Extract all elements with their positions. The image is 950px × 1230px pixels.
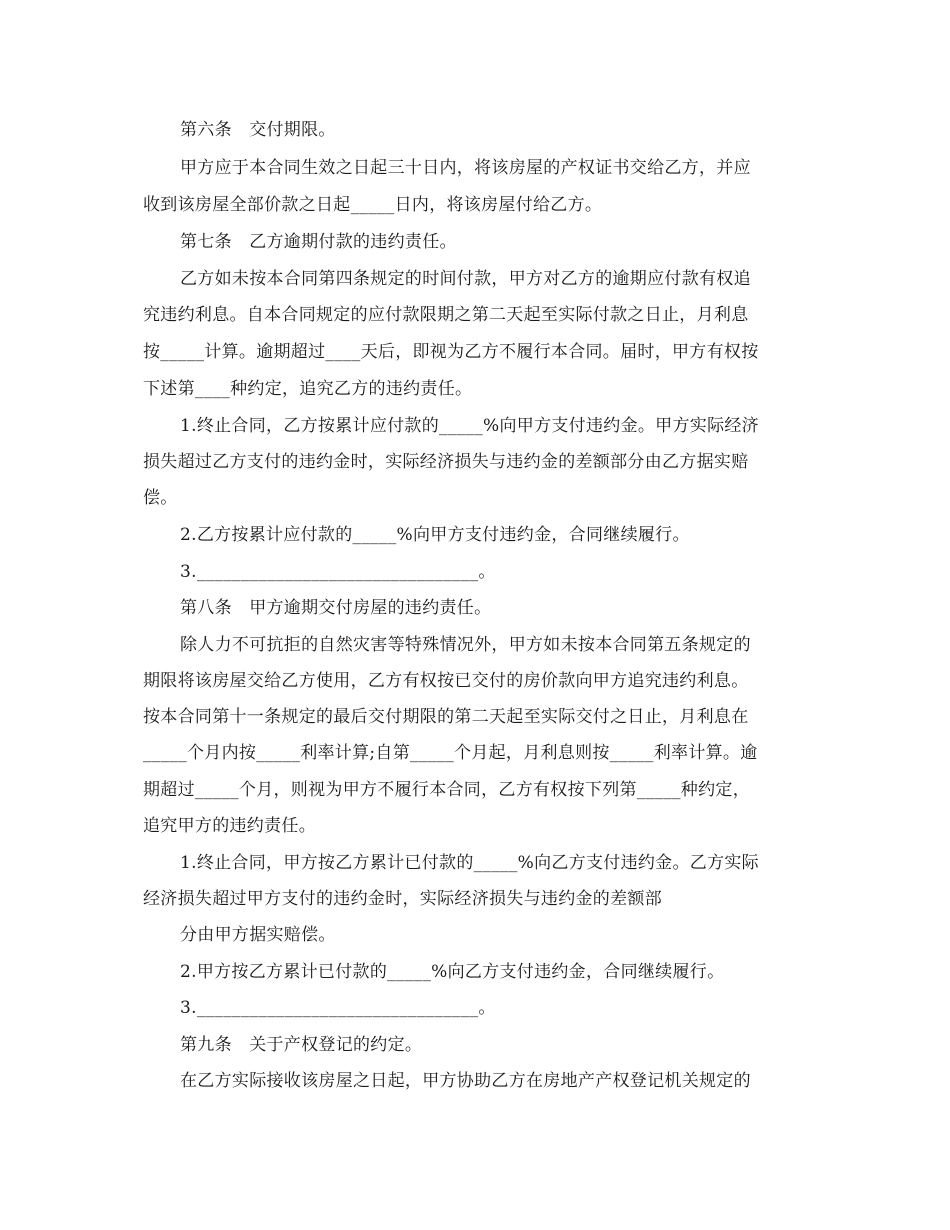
list-item-line: 分由甲方据实赔偿。	[180, 925, 336, 945]
article-7-heading: 第七条 乙方逾期付款的违约责任。	[180, 232, 457, 252]
paragraph-line: 除人力不可抗拒的自然灾害等特殊情况外，甲方如未按本合同第五条规定的	[180, 635, 751, 655]
list-item-line: 偿。	[143, 488, 178, 508]
paragraph-line: _____个月内按_____利率计算;自第_____个月起，月利息则按_____利率计算。逾	[143, 743, 758, 763]
list-item-line: 2.乙方按累计应付款的_____%向甲方支付违约金，合同继续履行。	[180, 525, 690, 545]
paragraph-line: 收到该房屋全部价款之日起_____日内，将该房屋付给乙方。	[143, 195, 603, 215]
paragraph-line: 究违约利息。自本合同规定的应付款限期之第二天起至实际付款之日止，月利息	[143, 305, 749, 325]
paragraph-line: 在乙方实际接收该房屋之日起，甲方协助乙方在房地产产权登记机关规定的	[180, 1071, 751, 1091]
list-item-line: 3.________________________________。	[180, 562, 496, 582]
list-item-line: 损失超过乙方支付的违约金时，实际经济损失与违约金的差额部分由乙方据实赔	[143, 452, 749, 472]
article-6-heading: 第六条 交付期限。	[180, 120, 336, 140]
paragraph-line: 追究甲方的违约责任。	[143, 816, 316, 836]
list-item-line: 1.终止合同，乙方按累计应付款的_____%向甲方支付违约金。甲方实际经济	[180, 416, 759, 436]
list-item-line: 2.甲方按乙方累计已付款的_____%向乙方支付违约金，合同继续履行。	[180, 962, 725, 982]
article-9-heading: 第九条 关于产权登记的约定。	[180, 1035, 423, 1055]
paragraph-line: 乙方如未按本合同第四条规定的时间付款，甲方对乙方的逾期应付款有权追	[180, 269, 751, 289]
article-8-heading: 第八条 甲方逾期交付房屋的违约责任。	[180, 598, 492, 618]
paragraph-line: 下述第____种约定，追究乙方的违约责任。	[143, 379, 473, 399]
paragraph-line: 期超过_____个月，则视为甲方不履行本合同，乙方有权按下列第_____种约定，	[143, 780, 750, 800]
paragraph-line: 按本合同第十一条规定的最后交付期限的第二天起至实际交付之日止，月利息在	[143, 707, 749, 727]
paragraph-line: 期限将该房屋交给乙方使用，乙方有权按已交付的房价款向甲方追究违约利息。	[143, 671, 749, 691]
list-item-line: 经济损失超过甲方支付的违约金时，实际经济损失与违约金的差额部	[143, 889, 662, 909]
list-item-line: 3.________________________________。	[180, 998, 496, 1018]
paragraph-line: 按_____计算。逾期超过____天后，即视为乙方不履行本合同。届时，甲方有权按	[143, 342, 759, 362]
list-item-line: 1.终止合同，甲方按乙方累计已付款的_____%向乙方支付违约金。乙方实际	[180, 853, 759, 873]
paragraph-line: 甲方应于本合同生效之日起三十日内，将该房屋的产权证书交给乙方，并应	[180, 158, 751, 178]
